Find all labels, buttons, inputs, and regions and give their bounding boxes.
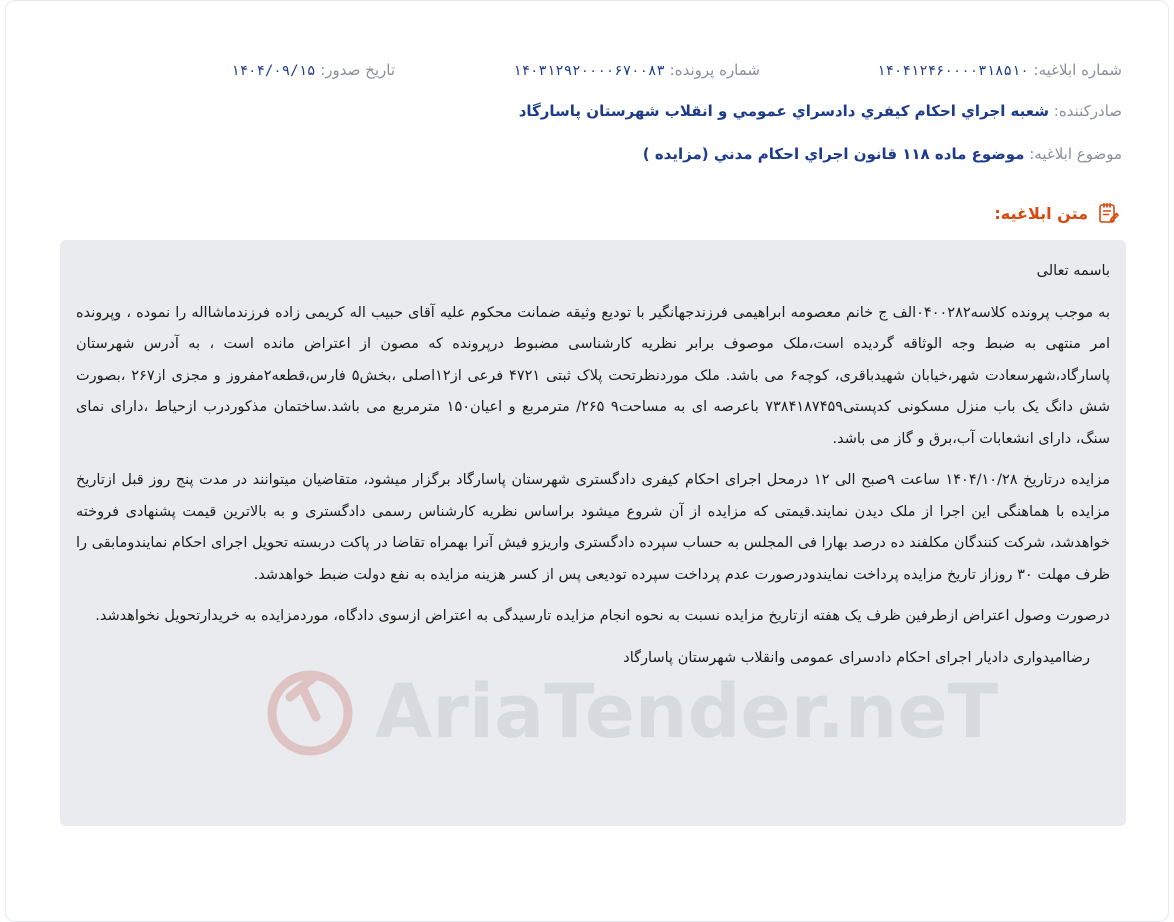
subject-value: موضوع ماده ۱۱۸ قانون اجراي احکام مدني (مزايده ) — [642, 145, 1025, 163]
notice-number-value: ۱۴۰۴۱۲۴۶۰۰۰۰۳۱۸۵۱۰ — [877, 63, 1029, 79]
notice-text-title: متن ابلاغیه: — [994, 203, 1088, 223]
notice-body-panel — [60, 240, 1126, 826]
notice-number-field — [877, 59, 1122, 82]
notice-number-label: شماره ابلاغیه: — [1033, 61, 1122, 79]
subject-row — [52, 143, 1122, 165]
document-note-icon — [1096, 201, 1120, 225]
subject-label: موضوع ابلاغیه: — [1029, 145, 1122, 163]
issuer-label: صادرکننده: — [1053, 102, 1122, 120]
greeting: باسمه تعالی — [1036, 263, 1110, 279]
signature: رضاامیدواری دادیار اجرای احکام دادسرای عمومی وانقلاب شهرستان پاسارگاد — [623, 649, 1090, 666]
paragraph-property: به موجب پرونده کلاسه۰۴۰۰۲۸۲الف ج خانم معصومه ابراهیمی فرزندجهانگیر با توديع وثيقه ضمانت محکوم علیه آقای حبیب اله کریمی زاده فرزندماشااله را نموده ، وپرونده امر منتهی به ضبط وجه الوثاقه گردیده است،ملک موصوف برابر نظریه کارشناسی مضبوط درپرونده که مصون از اعتراض مانده است ، به آدرس شهرستان پاسارگاد،شهرسعادت شهر،خیابان شهیدباقری، کوچه۶ می باشد. ملک موردنظرتحت پلاک ثبتی ۴۷۲۱ فرعی از۱۲اصلی ،بخش۵ فارس،قطعه۲مفروز و مجزی از۲۶۷ ،بصورت شش دانگ یک باب منزل مسکونی کدپستی۷۳۸۴۱۸۷۴۵۹ باعرصه ای به مساحت۹ ۲۶۵/ مترمربع و اعیان۱۵۰ مترمربع می باشد.ساختمان مذکوردرب ازحیاط ،دارای نمای سنگ، دارای انشعابات آب،برق و گاز می باشد. — [76, 304, 1111, 447]
case-number-label: شماره پرونده: — [669, 61, 760, 79]
issue-date-value: ۱۴۰۴/۰۹/۱۵ — [231, 63, 316, 79]
case-number-field — [513, 59, 760, 82]
issuer-value: شعبه اجراي احکام کيفري دادسراي عمومي و انقلاب شهرستان پاسارگاد — [518, 102, 1049, 120]
notice-text-heading — [994, 201, 1120, 225]
issuer-row — [52, 100, 1122, 122]
paragraph-objection: درصورت وصول اعتراض ازطرفین ظرف یک هفته ازتاریخ مزایده نسبت به نحوه انجام مزایده تارسیدگی به اعتراض ازسوی دادگاه، موردمزایده به خریدارتحویل نخواهدشد. — [95, 608, 1110, 624]
case-number-value: ۱۴۰۳۱۲۹۲۰۰۰۰۶۷۰۰۸۳ — [513, 63, 665, 79]
issue-date-field — [231, 59, 395, 82]
watermark-text: AriaTender.neT — [375, 669, 999, 755]
issue-date-label: تاریخ صدور: — [320, 61, 395, 79]
paragraph-auction-terms: مزایده درتاریخ ۱۴۰۴/۱۰/۲۸ ساعت ۹صبح الی ۱۲ درمحل اجرای احکام کیفری دادگستری شهرستان پاسارگاد برگزار میشود، متقاضیان میتوانند در مدت پنج روز قبل ازتاریخ مزایده با هماهنگی این اجرا از ملک دیدن نمایند.قیمتی که مزایده از آن شروع میشود براساس نظریه کارشناس رسمی دادگستری و به بالاترین قیمت پشنهادی فروخته خواهدشد، شرکت کنندگان مکلفند ده درصد بهارا فی المجلس به حساب سپرده دادگستری واریزو فیش آنرا بهمراه تقاضا در پاکت دربسته تحویل اجرای احکام نمایندومابقی را ظرف مهلت ۳۰ روزاز تاریخ مزایده پرداخت نمایندودرصورت عدم پرداخت سپرده تودیعی پس از کسر هزینه مزایده به نفع دولت ضبط خواهدشد. — [76, 472, 1110, 583]
notice-body-text — [76, 256, 1110, 674]
